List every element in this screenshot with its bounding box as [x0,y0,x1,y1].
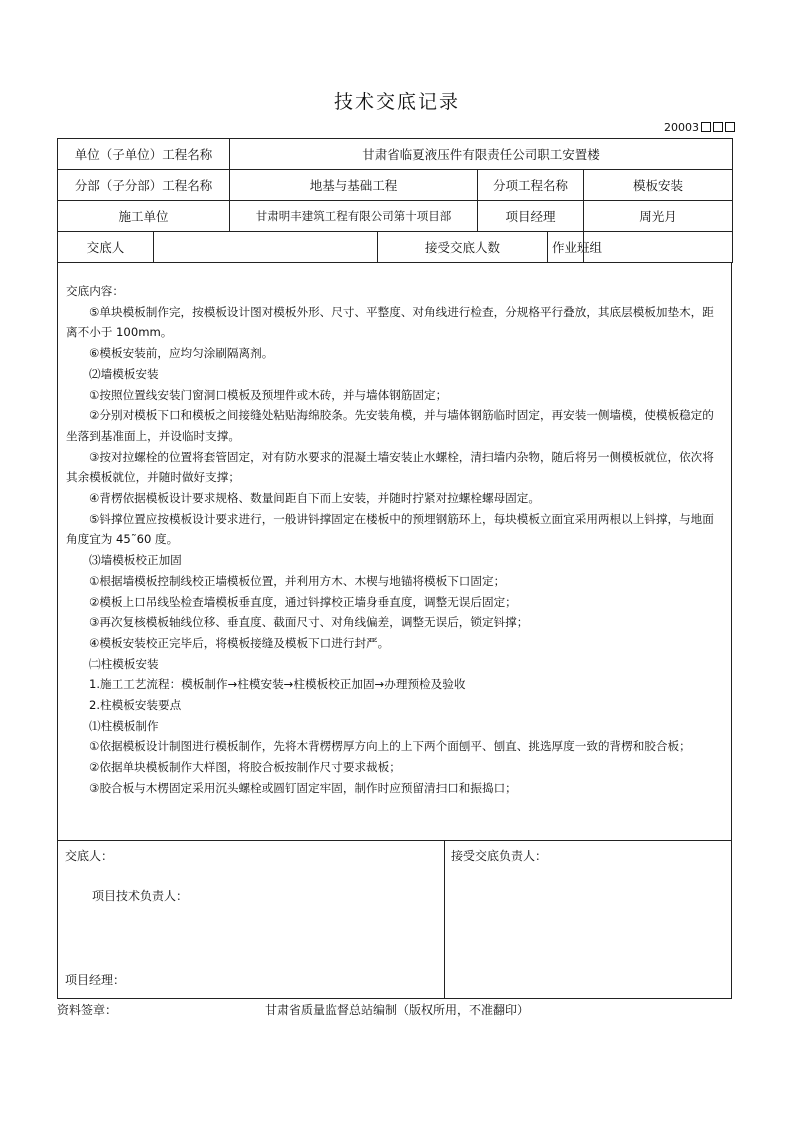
publisher-note: 甘肃省质量监督总站编制（版权所用，不准翻印） [264,1003,529,1017]
content-line: ⑤钭撑位置应按模板设计要求进行，一般讲钭撑固定在楼板中的预埋钢筋环上，每块模板立面宜采用两根以上钭撑，与地面角度宜为 45˜60 度。 [66,511,714,547]
receivers-count-label: 接受交底人数 [378,232,548,263]
content-line: ②分别对模板下口和模板之间接缝处粘贴海绵胶条。先安装角模，并与墙体钢筋临时固定，再安装一侧墙模，使模板稳定的坐落到基准面上，并设临时支撑。 [66,408,714,443]
tech-lead-signature-label: 项目技术负责人： [92,889,189,903]
project-name-label: 单位（子单位）工程名称 [58,139,230,170]
document-title: 技术交底记录 [333,91,460,113]
pm-signature-label: 项目经理： [65,973,126,987]
content-line: ①依据模板设计制图进行模板制作，先将木背楞楞厚方向上的上下两个面刨平、刨直、挑选厚度一致的背楞和胶合板； [89,739,691,754]
receiver-lead-signature-label: 接受交底负责人： [451,849,548,863]
document-code-number: 20003 [664,121,699,134]
contractor-value: 甘肃明丰建筑工程有限公司第十项目部 [230,201,478,232]
disclosure-content-box [57,263,732,841]
content-line: ②依据单块模板制作大样图，将胶合板按制作尺寸要求裁板； [89,760,401,775]
code-box [713,122,723,132]
content-line: ④模板安装校正完毕后，将模板接缝及模板下口进行封严。 [89,635,390,650]
content-line: ⑥模板安装前，应均匀涂刷隔离剂。 [89,346,274,361]
content-line: ③按对拉螺栓的位置将套管固定，对有防水要求的混凝土墙安装止水螺栓，清扫墙内杂物，随后将另一侧模板就位，依次将其余模板就位，并随时做好支撑； [66,449,714,485]
discloser-value [154,232,378,263]
item-name-value: 模板安装 [584,170,733,201]
signature-divider [444,841,445,998]
team-value [584,232,733,263]
content-line: ②模板上口吊线坠检查墙模板垂直度，通过钭撑校正墙身垂直度，调整无误后固定； [89,594,517,609]
team-label: 作业班组 [548,232,584,263]
content-line: 1.施工工艺流程：模板制作→柱模安装→柱模板校正加固→办理预检及验收 [89,677,466,692]
signature-area [57,840,732,999]
content-line: ①根据墙模板控制线校正墙模板位置，并利用方木、木楔与地锚将模板下口固定； [89,573,506,588]
contractor-label: 施工单位 [58,201,230,232]
code-box [725,122,735,132]
seal-label: 资料签章： [57,1003,118,1017]
document-code [664,121,735,134]
sub-project-value: 地基与基础工程 [230,170,478,201]
content-line: 2.柱模板安装要点 [89,698,182,713]
project-manager-label: 项目经理 [478,201,584,232]
content-line: ⑤单块模板制作完，按模板设计图对模板外形、尺寸、平整度、对角线进行检查，分规格平行叠放，其底层模板加垫木，距离不小于 100mm。 [66,304,714,340]
content-heading: 交底内容： [66,284,124,298]
content-line: ⑵墙模板安装 [89,366,159,381]
project-name-value: 甘肃省临夏液压件有限责任公司职工安置楼 [230,139,733,170]
discloser-label: 交底人 [58,232,154,263]
code-box [701,122,711,132]
content-line: ④背楞依据模板设计要求规格、数量间距自下而上安装，并随时拧紧对拉螺栓螺母固定。 [89,491,540,506]
item-name-label: 分项工程名称 [478,170,584,201]
info-table [57,138,733,263]
sub-project-label: 分部（子分部）工程名称 [58,170,230,201]
content-line: ③胶合板与木楞固定采用沉头螺栓或圆钉固定牢固，制作时应预留清扫口和振捣口； [89,780,517,795]
content-line: ①按照位置线安装门窗洞口模板及预埋件或木砖，并与墙体钢筋固定； [89,387,448,402]
project-manager-value: 周光月 [584,201,733,232]
content-line: ⑴柱模板制作 [89,718,159,733]
content-line: ⑶墙模板校正加固 [89,553,182,568]
disclosure-content [66,281,725,799]
content-line: ㈡柱模板安装 [89,656,159,671]
content-line: ③再次复核模板轴线位移、垂直度、截面尺寸、对角线偏差，调整无误后，锁定钭撑； [89,615,529,630]
discloser-signature-label: 交底人： [65,849,114,863]
